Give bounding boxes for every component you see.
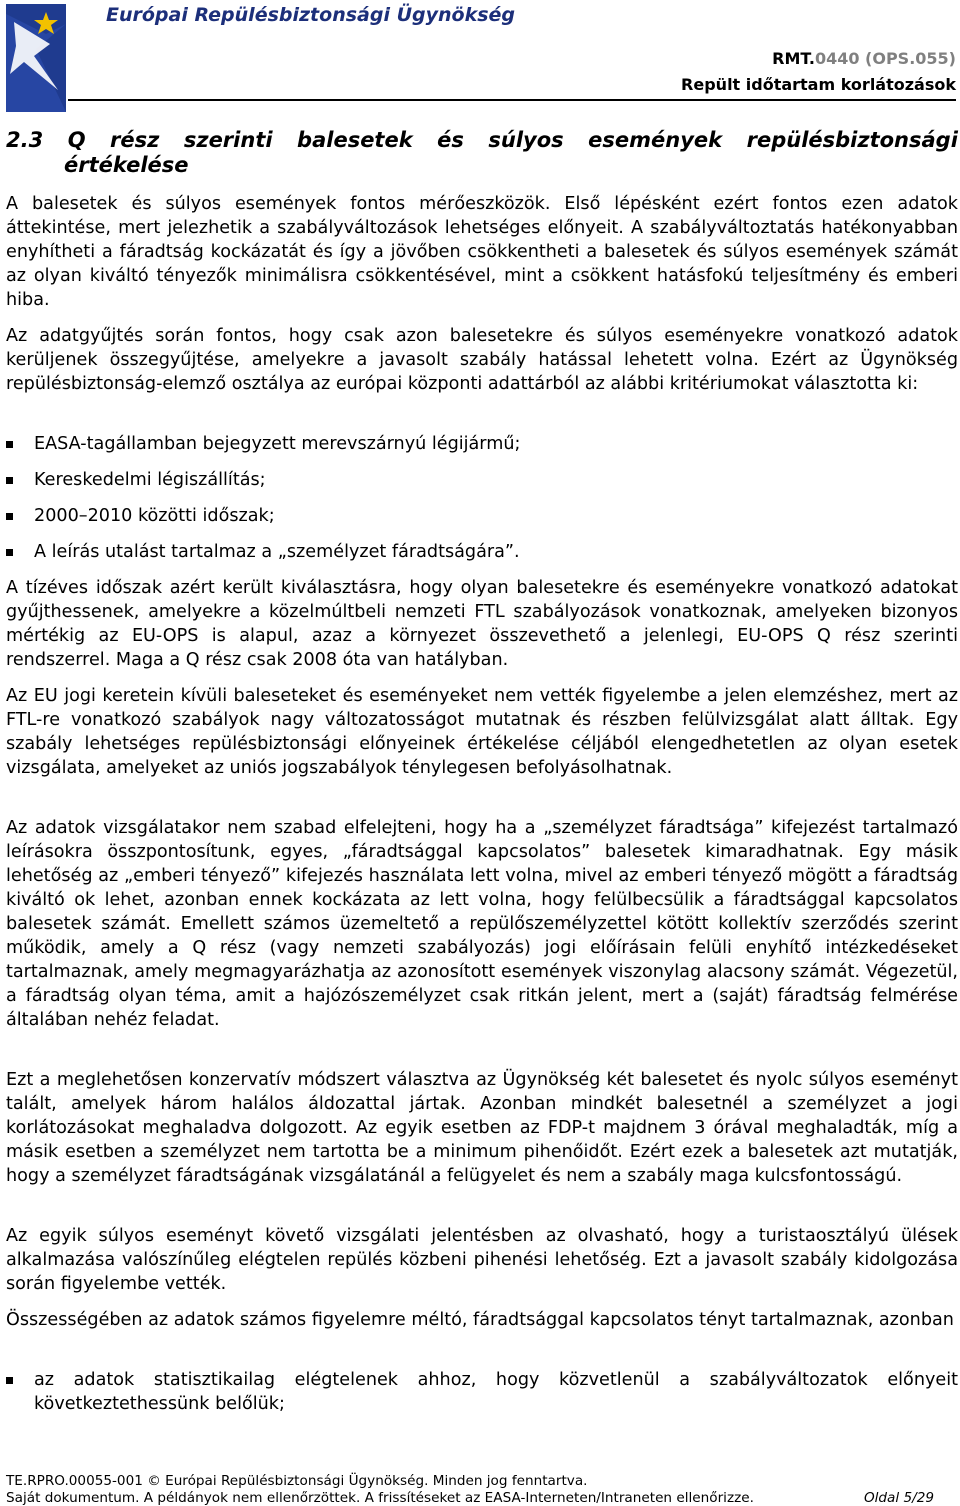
bullet-square-icon bbox=[6, 513, 13, 520]
document-subtitle: Repült időtartam korlátozások bbox=[681, 75, 956, 94]
footer-disclaimer bbox=[6, 1490, 958, 1506]
page-number: Oldal 5/29 bbox=[863, 1490, 934, 1506]
section-title bbox=[6, 128, 958, 178]
section-title-line2: értékelése bbox=[64, 153, 189, 177]
header-rule bbox=[68, 99, 956, 101]
title-word: rész bbox=[110, 128, 160, 152]
paragraph: A balesetek és súlyos események fontos mérőeszközök. Első lépésként ezért fontos ezen adatok áttekintése, mert jelezhetik a szabályváltozások lehetséges előnyeit. A szabályváltoztatás hatékonyabban enyhítheti a fáradtság kockázatát és így a jövőben csökkentheti a balesetek és súlyos események számát az olyan kiváltó tényezők minimálisra csökkentésével, mint a csökkent hatásfokú teljesítmény és emberi hiba. bbox=[6, 194, 958, 310]
section-title-line1 bbox=[6, 128, 958, 153]
paragraph: Ezt a meglehetősen konzervatív módszert választva az Ügynökség két balesetet és nyolc súlyos eseményt talált, amelyek három halálos áldozattal jártak. Azonban mindkét balesetnél a személyzet a jogi korlátozásokat meghaladva dolgozott. Az egyik esetben az FDP-t majdnem 3 órával meghaladták, míg a másik esetben a személyzet nem tartotta be a minimum pihenőidőt. Ezért ezek a balesetek azt mutatják, hogy a személyzet fáradtságának vizsgálatánál a felügyelet és nem a szabály maga kulcsfontosságú. bbox=[6, 1070, 958, 1186]
title-word: repülésbiztonsági bbox=[746, 128, 958, 152]
paragraph: Összességében az adatok számos figyelemre méltó, fáradtsággal kapcsolatos tényt tartalmaznak, azonban bbox=[6, 1310, 954, 1330]
final-bullet-item: az adatok statisztikailag elégtelenek ahhoz, hogy közvetlenül a szabályváltozatok előnyeit következtethessünk belőlük; bbox=[34, 1370, 958, 1414]
title-word: balesetek bbox=[297, 128, 413, 152]
paragraph: Az adatok vizsgálatakor nem szabad elfelejteni, hogy ha a „személyzet fáradtsága” kifejezést tartalmazó leírásokra összpontosítunk, egyes, „fáradtsággal kapcsolatos” balesetek kimaradhatnak. Egy másik lehetőség az „emberi tényező” kifejezés használata lett volna, mivel az emberi tényező mögött a fáradtság kiváltó ok lehet, azonban ennek kockázata az lett volna, hogy felülbecsülik a fáradtsággal kapcsolatos balesetek számát. Emellett számos üzemeltető a repülőszemélyzettel kötött kollektív szerződés szerint működik, amely a Q rész (vagy nemzeti szabályozás) jogi előírásain felüli enyhítő intézkedéseket tartalmaznak, amely megmagyarázhatja az azonosított események viszonylag alacsony számát. Végezetül, a fáradtság olyan téma, amit a hajózószemélyzet csak ritkán jelent, mert a (saját) fáradtság felmérése általában nehéz feladat. bbox=[6, 818, 958, 1030]
code-main: 0440 (OPS.055) bbox=[814, 49, 956, 68]
title-word: események bbox=[588, 128, 723, 152]
section-number: 2.3 bbox=[6, 128, 44, 152]
paragraph: A tízéves időszak azért került kiválasztásra, hogy olyan balesetekre és eseményekre vonatkozó adatokat gyűjthessenek, amelyekre a közelmúltbeli nemzeti FTL szabályozások vonatkoznak, amelyeken bizonyos mértékig az EU-OPS is alapul, azaz a környezet összevethető a jelenlegi, EU-OPS Q rész szerinti rendszerrel. Maga a Q rész csak 2008 óta van hatályban. bbox=[6, 578, 958, 670]
title-word: Q bbox=[67, 128, 86, 152]
paragraph: Az EU jogi keretein kívüli baleseteket és eseményeket nem vették figyelembe a jelen elemzéshez, mert az FTL-re vonatkozó szabályok nagy változatosságot mutatnak és részben felülvizsgálat alatt álltak. Egy szabály lehetséges repülésbiztonsági előnyeinek értékelése céljából elengedhetetlen az olyan esetek vizsgálata, amelyeket az uniós jogszabályok ténylegesen befolyásolhatnak. bbox=[6, 686, 958, 778]
title-word: súlyos bbox=[488, 128, 564, 152]
title-word: és bbox=[437, 128, 464, 152]
document-code bbox=[772, 49, 956, 68]
bullet-square-icon bbox=[6, 1377, 13, 1384]
agency-name: Európai Repülésbiztonsági Ügynökség bbox=[106, 4, 516, 26]
bullet-square-icon bbox=[6, 441, 13, 448]
footer-disclaimer-text: Saját dokumentum. A példányok nem ellenőrzöttek. A frissítéseket az EASA-Interneten/Intraneten ellenőrizze. bbox=[6, 1490, 754, 1506]
paragraph: Az egyik súlyos eseményt követő vizsgálati jelentésben az olvasható, hogy a turistaosztályú ülések alkalmazása valószínűleg elégtelen repülés közbeni pihenési lehetőség. Ezt a javasolt szabály kidolgozása során figyelembe vették. bbox=[6, 1226, 958, 1294]
title-word: szerinti bbox=[183, 128, 273, 152]
footer-copyright: TE.RPRO.00055-001 © Európai Repülésbiztonsági Ügynökség. Minden jog fenntartva. bbox=[6, 1473, 588, 1489]
paragraph: Az adatgyűjtés során fontos, hogy csak azon balesetekre és súlyos eseményekre vonatkozó adatok kerüljenek összegyűjtése, amelyekre a javasolt szabály hatással lehetett volna. Ezért az Ügynökség repülésbiztonság-elemző osztálya az európai központi adattárból az alábbi kritériumokat választotta ki: bbox=[6, 326, 958, 394]
easa-logo bbox=[6, 4, 66, 112]
bullet-square-icon bbox=[6, 549, 13, 556]
bullet-square-icon bbox=[6, 477, 13, 484]
code-prefix: RMT. bbox=[772, 49, 815, 68]
